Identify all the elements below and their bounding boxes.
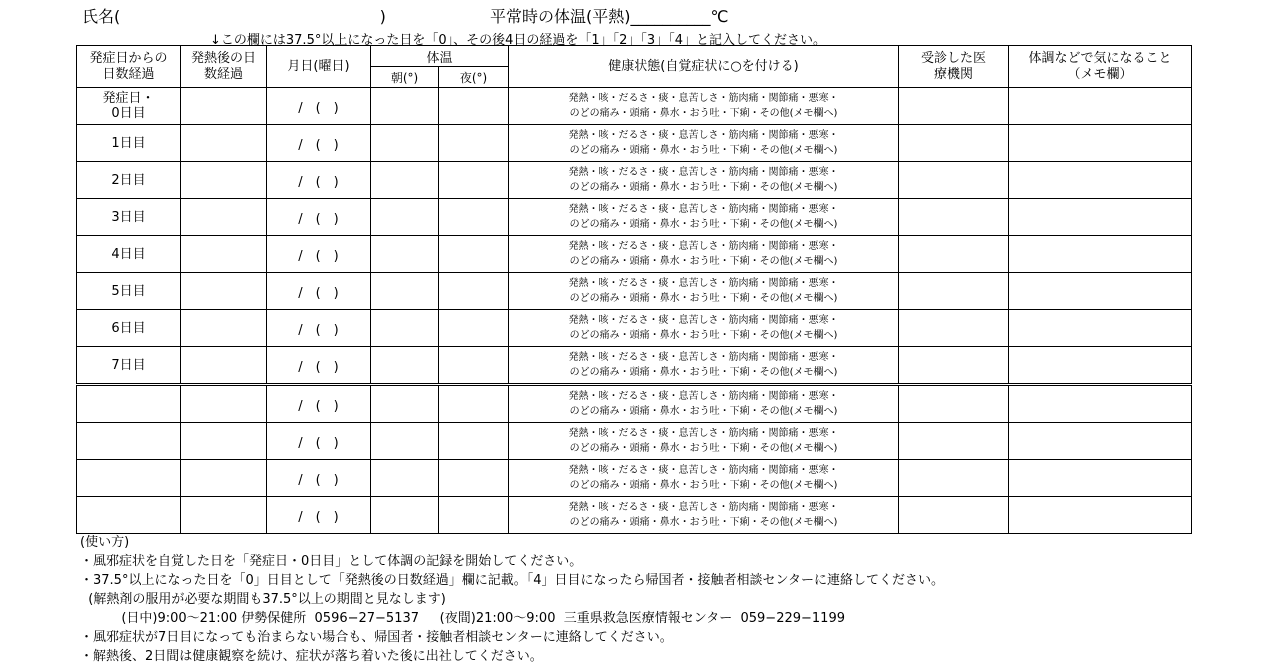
memo-cell[interactable] [1009, 273, 1192, 310]
night-temp-cell[interactable] [439, 310, 509, 347]
morning-temp-cell[interactable] [371, 88, 439, 125]
symptom-line: 発熱・咳・だるさ・痰・息苦しさ・筋肉痛・関節痛・悪寒・ [568, 278, 839, 289]
date-cell[interactable]: / ( ) [267, 385, 371, 423]
date-cell[interactable]: / ( ) [267, 236, 371, 273]
symptom-cell[interactable] [509, 162, 899, 199]
morning-temp-cell[interactable] [371, 162, 439, 199]
memo-cell[interactable] [1009, 460, 1192, 497]
fever-day-cell[interactable] [181, 273, 267, 310]
symptom-line: 発熱・咳・だるさ・痰・息苦しさ・筋肉痛・関節痛・悪寒・ [568, 352, 839, 363]
onset-day-cell [77, 385, 181, 423]
memo-cell[interactable] [1009, 347, 1192, 385]
symptom-cell[interactable] [509, 88, 899, 125]
onset-day-cell [77, 423, 181, 460]
header-memo: 体調などで気になること（メモ欄） [1009, 46, 1192, 88]
fever-day-cell[interactable] [181, 423, 267, 460]
symptom-line: のどの痛み・頭痛・鼻水・おう吐・下痢・その他(メモ欄へ) [569, 330, 838, 341]
date-cell[interactable]: / ( ) [267, 273, 371, 310]
symptom-line: 発熱・咳・だるさ・痰・息苦しさ・筋肉痛・関節痛・悪寒・ [568, 204, 839, 215]
morning-temp-cell[interactable] [371, 423, 439, 460]
clinic-cell[interactable] [899, 310, 1009, 347]
symptom-line: のどの痛み・頭痛・鼻水・おう吐・下痢・その他(メモ欄へ) [569, 406, 838, 417]
clinic-cell[interactable] [899, 273, 1009, 310]
symptom-line: 発熱・咳・だるさ・痰・息苦しさ・筋肉痛・関節痛・悪寒・ [568, 130, 839, 141]
symptom-cell[interactable] [509, 236, 899, 273]
symptom-cell[interactable] [509, 347, 899, 385]
header-clinic: 受診した医療機関 [899, 46, 1009, 88]
header-condition: 健康状態(自覚症状に○を付ける) [509, 46, 899, 88]
symptom-line: のどの痛み・頭痛・鼻水・おう吐・下痢・その他(メモ欄へ) [569, 256, 838, 267]
table-row [77, 347, 1192, 385]
date-cell[interactable]: / ( ) [267, 497, 371, 534]
symptom-line: のどの痛み・頭痛・鼻水・おう吐・下痢・その他(メモ欄へ) [569, 443, 838, 454]
symptom-line: 発熱・咳・だるさ・痰・息苦しさ・筋肉痛・関節痛・悪寒・ [568, 241, 839, 252]
morning-temp-cell[interactable] [371, 497, 439, 534]
morning-temp-cell[interactable] [371, 125, 439, 162]
clinic-cell[interactable] [899, 385, 1009, 423]
clinic-cell[interactable] [899, 162, 1009, 199]
usage-line: ・37.5°以上になった日を「0」日目として「発熱後の日数経過」欄に記載。「4」日目になったら帰国者・接触者相談センターに連絡してください。 [80, 573, 944, 588]
morning-temp-cell[interactable] [371, 385, 439, 423]
night-temp-cell[interactable] [439, 162, 509, 199]
onset-day-cell: 3日目 [77, 199, 181, 236]
morning-temp-cell[interactable] [371, 310, 439, 347]
clinic-cell[interactable] [899, 423, 1009, 460]
symptom-line: のどの痛み・頭痛・鼻水・おう吐・下痢・その他(メモ欄へ) [569, 108, 838, 119]
symptom-line: のどの痛み・頭痛・鼻水・おう吐・下痢・その他(メモ欄へ) [569, 480, 838, 491]
table-row [77, 199, 1192, 236]
clinic-cell[interactable] [899, 88, 1009, 125]
symptom-cell[interactable] [509, 125, 899, 162]
usage-line: ・風邪症状が7日目になっても治まらない場合も、帰国者・接触者相談センターに連絡してください。 [80, 630, 673, 645]
memo-cell[interactable] [1009, 385, 1192, 423]
usage-notes [80, 533, 944, 666]
night-temp-cell[interactable] [439, 199, 509, 236]
fever-day-cell[interactable] [181, 347, 267, 385]
header-night: 夜(°) [439, 67, 509, 88]
symptom-line: 発熱・咳・だるさ・痰・息苦しさ・筋肉痛・関節痛・悪寒・ [568, 93, 839, 104]
table-row [77, 273, 1192, 310]
night-temp-cell[interactable] [439, 460, 509, 497]
morning-temp-cell[interactable] [371, 460, 439, 497]
table-row [77, 310, 1192, 347]
header-morning: 朝(°) [371, 67, 439, 88]
fever-day-cell[interactable] [181, 199, 267, 236]
onset-day-cell: 6日目 [77, 310, 181, 347]
onset-day-cell: 発症日・0日目 [77, 88, 181, 125]
table-row [77, 88, 1192, 125]
clinic-cell[interactable] [899, 347, 1009, 385]
clinic-cell[interactable] [899, 236, 1009, 273]
symptom-line: 発熱・咳・だるさ・痰・息苦しさ・筋肉痛・関節痛・悪寒・ [568, 428, 839, 439]
onset-day-cell [77, 497, 181, 534]
morning-temp-cell[interactable] [371, 347, 439, 385]
table-row [77, 162, 1192, 199]
date-cell[interactable]: / ( ) [267, 125, 371, 162]
symptom-line: 発熱・咳・だるさ・痰・息苦しさ・筋肉痛・関節痛・悪寒・ [568, 315, 839, 326]
memo-cell[interactable] [1009, 236, 1192, 273]
night-temp-cell[interactable] [439, 125, 509, 162]
night-temp-cell[interactable] [439, 385, 509, 423]
symptom-cell[interactable] [509, 273, 899, 310]
symptom-cell[interactable] [509, 497, 899, 534]
morning-temp-cell[interactable] [371, 273, 439, 310]
table-row [77, 236, 1192, 273]
name-field: 氏名( ) [82, 7, 386, 26]
symptom-line: のどの痛み・頭痛・鼻水・おう吐・下痢・その他(メモ欄へ) [569, 293, 838, 304]
clinic-cell[interactable] [899, 497, 1009, 534]
memo-cell[interactable] [1009, 162, 1192, 199]
night-temp-cell[interactable] [439, 273, 509, 310]
symptom-line: 発熱・咳・だるさ・痰・息苦しさ・筋肉痛・関節痛・悪寒・ [568, 502, 839, 513]
symptom-line: のどの痛み・頭痛・鼻水・おう吐・下痢・その他(メモ欄へ) [569, 182, 838, 193]
symptom-cell[interactable] [509, 199, 899, 236]
usage-line: ・風邪症状を自覚した日を「発症日・0日目」として体調の記録を開始してください。 [80, 554, 583, 569]
fever-day-cell[interactable] [181, 460, 267, 497]
symptom-cell[interactable] [509, 310, 899, 347]
symptom-line: のどの痛み・頭痛・鼻水・おう吐・下痢・その他(メモ欄へ) [569, 145, 838, 156]
header-fever-days: 発熱後の日数経過 [181, 46, 267, 88]
memo-cell[interactable] [1009, 310, 1192, 347]
memo-cell[interactable] [1009, 497, 1192, 534]
date-cell[interactable]: / ( ) [267, 423, 371, 460]
symptom-cell[interactable] [509, 423, 899, 460]
memo-cell[interactable] [1009, 199, 1192, 236]
night-temp-cell[interactable] [439, 423, 509, 460]
fever-day-cell[interactable] [181, 88, 267, 125]
table-row [77, 497, 1192, 534]
health-log-table [76, 45, 1192, 534]
fever-day-cell[interactable] [181, 310, 267, 347]
onset-day-cell: 7日目 [77, 347, 181, 385]
symptom-line: のどの痛み・頭痛・鼻水・おう吐・下痢・その他(メモ欄へ) [569, 367, 838, 378]
date-cell[interactable]: / ( ) [267, 347, 371, 385]
normal-temperature-field: 平常時の体温(平熱)__________℃ [490, 7, 729, 26]
fever-instruction: ↓この欄には37.5°以上になった日を「0」、その後4日の経過を「1」「2」「3」「4」と記入してください。 [210, 33, 826, 48]
night-temp-cell[interactable] [439, 88, 509, 125]
date-cell[interactable]: / ( ) [267, 199, 371, 236]
memo-cell[interactable] [1009, 88, 1192, 125]
fever-day-cell[interactable] [181, 162, 267, 199]
clinic-cell[interactable] [899, 125, 1009, 162]
table-row [77, 423, 1192, 460]
fever-day-cell[interactable] [181, 236, 267, 273]
onset-day-cell: 4日目 [77, 236, 181, 273]
usage-line: (解熱剤の服用が必要な期間も37.5°以上の期間と見なします) [80, 592, 446, 607]
table-row [77, 460, 1192, 497]
memo-cell[interactable] [1009, 125, 1192, 162]
onset-day-cell: 5日目 [77, 273, 181, 310]
header-temperature: 体温 [371, 46, 509, 67]
symptom-cell[interactable] [509, 460, 899, 497]
memo-cell[interactable] [1009, 423, 1192, 460]
date-cell[interactable]: / ( ) [267, 310, 371, 347]
night-temp-cell[interactable] [439, 497, 509, 534]
header-date: 月日(曜日) [267, 46, 371, 88]
symptom-cell[interactable] [509, 385, 899, 423]
symptom-line: のどの痛み・頭痛・鼻水・おう吐・下痢・その他(メモ欄へ) [569, 517, 838, 528]
table-row [77, 125, 1192, 162]
onset-day-cell: 1日目 [77, 125, 181, 162]
symptom-line: 発熱・咳・だるさ・痰・息苦しさ・筋肉痛・関節痛・悪寒・ [568, 465, 839, 476]
date-cell[interactable]: / ( ) [267, 88, 371, 125]
symptom-line: 発熱・咳・だるさ・痰・息苦しさ・筋肉痛・関節痛・悪寒・ [568, 391, 839, 402]
clinic-cell[interactable] [899, 199, 1009, 236]
morning-temp-cell[interactable] [371, 199, 439, 236]
night-temp-cell[interactable] [439, 347, 509, 385]
table-row [77, 385, 1192, 423]
usage-line: (日中)9:00～21:00 伊勢保健所 0596−27−5137 (夜間)21:00～9:00 三重県救急医療情報センター 059−229−1199 [80, 611, 845, 626]
night-temp-cell[interactable] [439, 236, 509, 273]
fever-day-cell[interactable] [181, 385, 267, 423]
symptom-line: 発熱・咳・だるさ・痰・息苦しさ・筋肉痛・関節痛・悪寒・ [568, 167, 839, 178]
usage-title: (使い方) [80, 535, 130, 550]
onset-day-cell [77, 460, 181, 497]
header-onset-days: 発症日からの日数経過 [77, 46, 181, 88]
fever-day-cell[interactable] [181, 125, 267, 162]
onset-day-cell: 2日目 [77, 162, 181, 199]
date-cell[interactable]: / ( ) [267, 162, 371, 199]
symptom-line: のどの痛み・頭痛・鼻水・おう吐・下痢・その他(メモ欄へ) [569, 219, 838, 230]
fever-day-cell[interactable] [181, 497, 267, 534]
usage-line: ・解熱後、2日間は健康観察を続け、症状が落ち着いた後に出社してください。 [80, 649, 543, 664]
date-cell[interactable]: / ( ) [267, 460, 371, 497]
morning-temp-cell[interactable] [371, 236, 439, 273]
clinic-cell[interactable] [899, 460, 1009, 497]
